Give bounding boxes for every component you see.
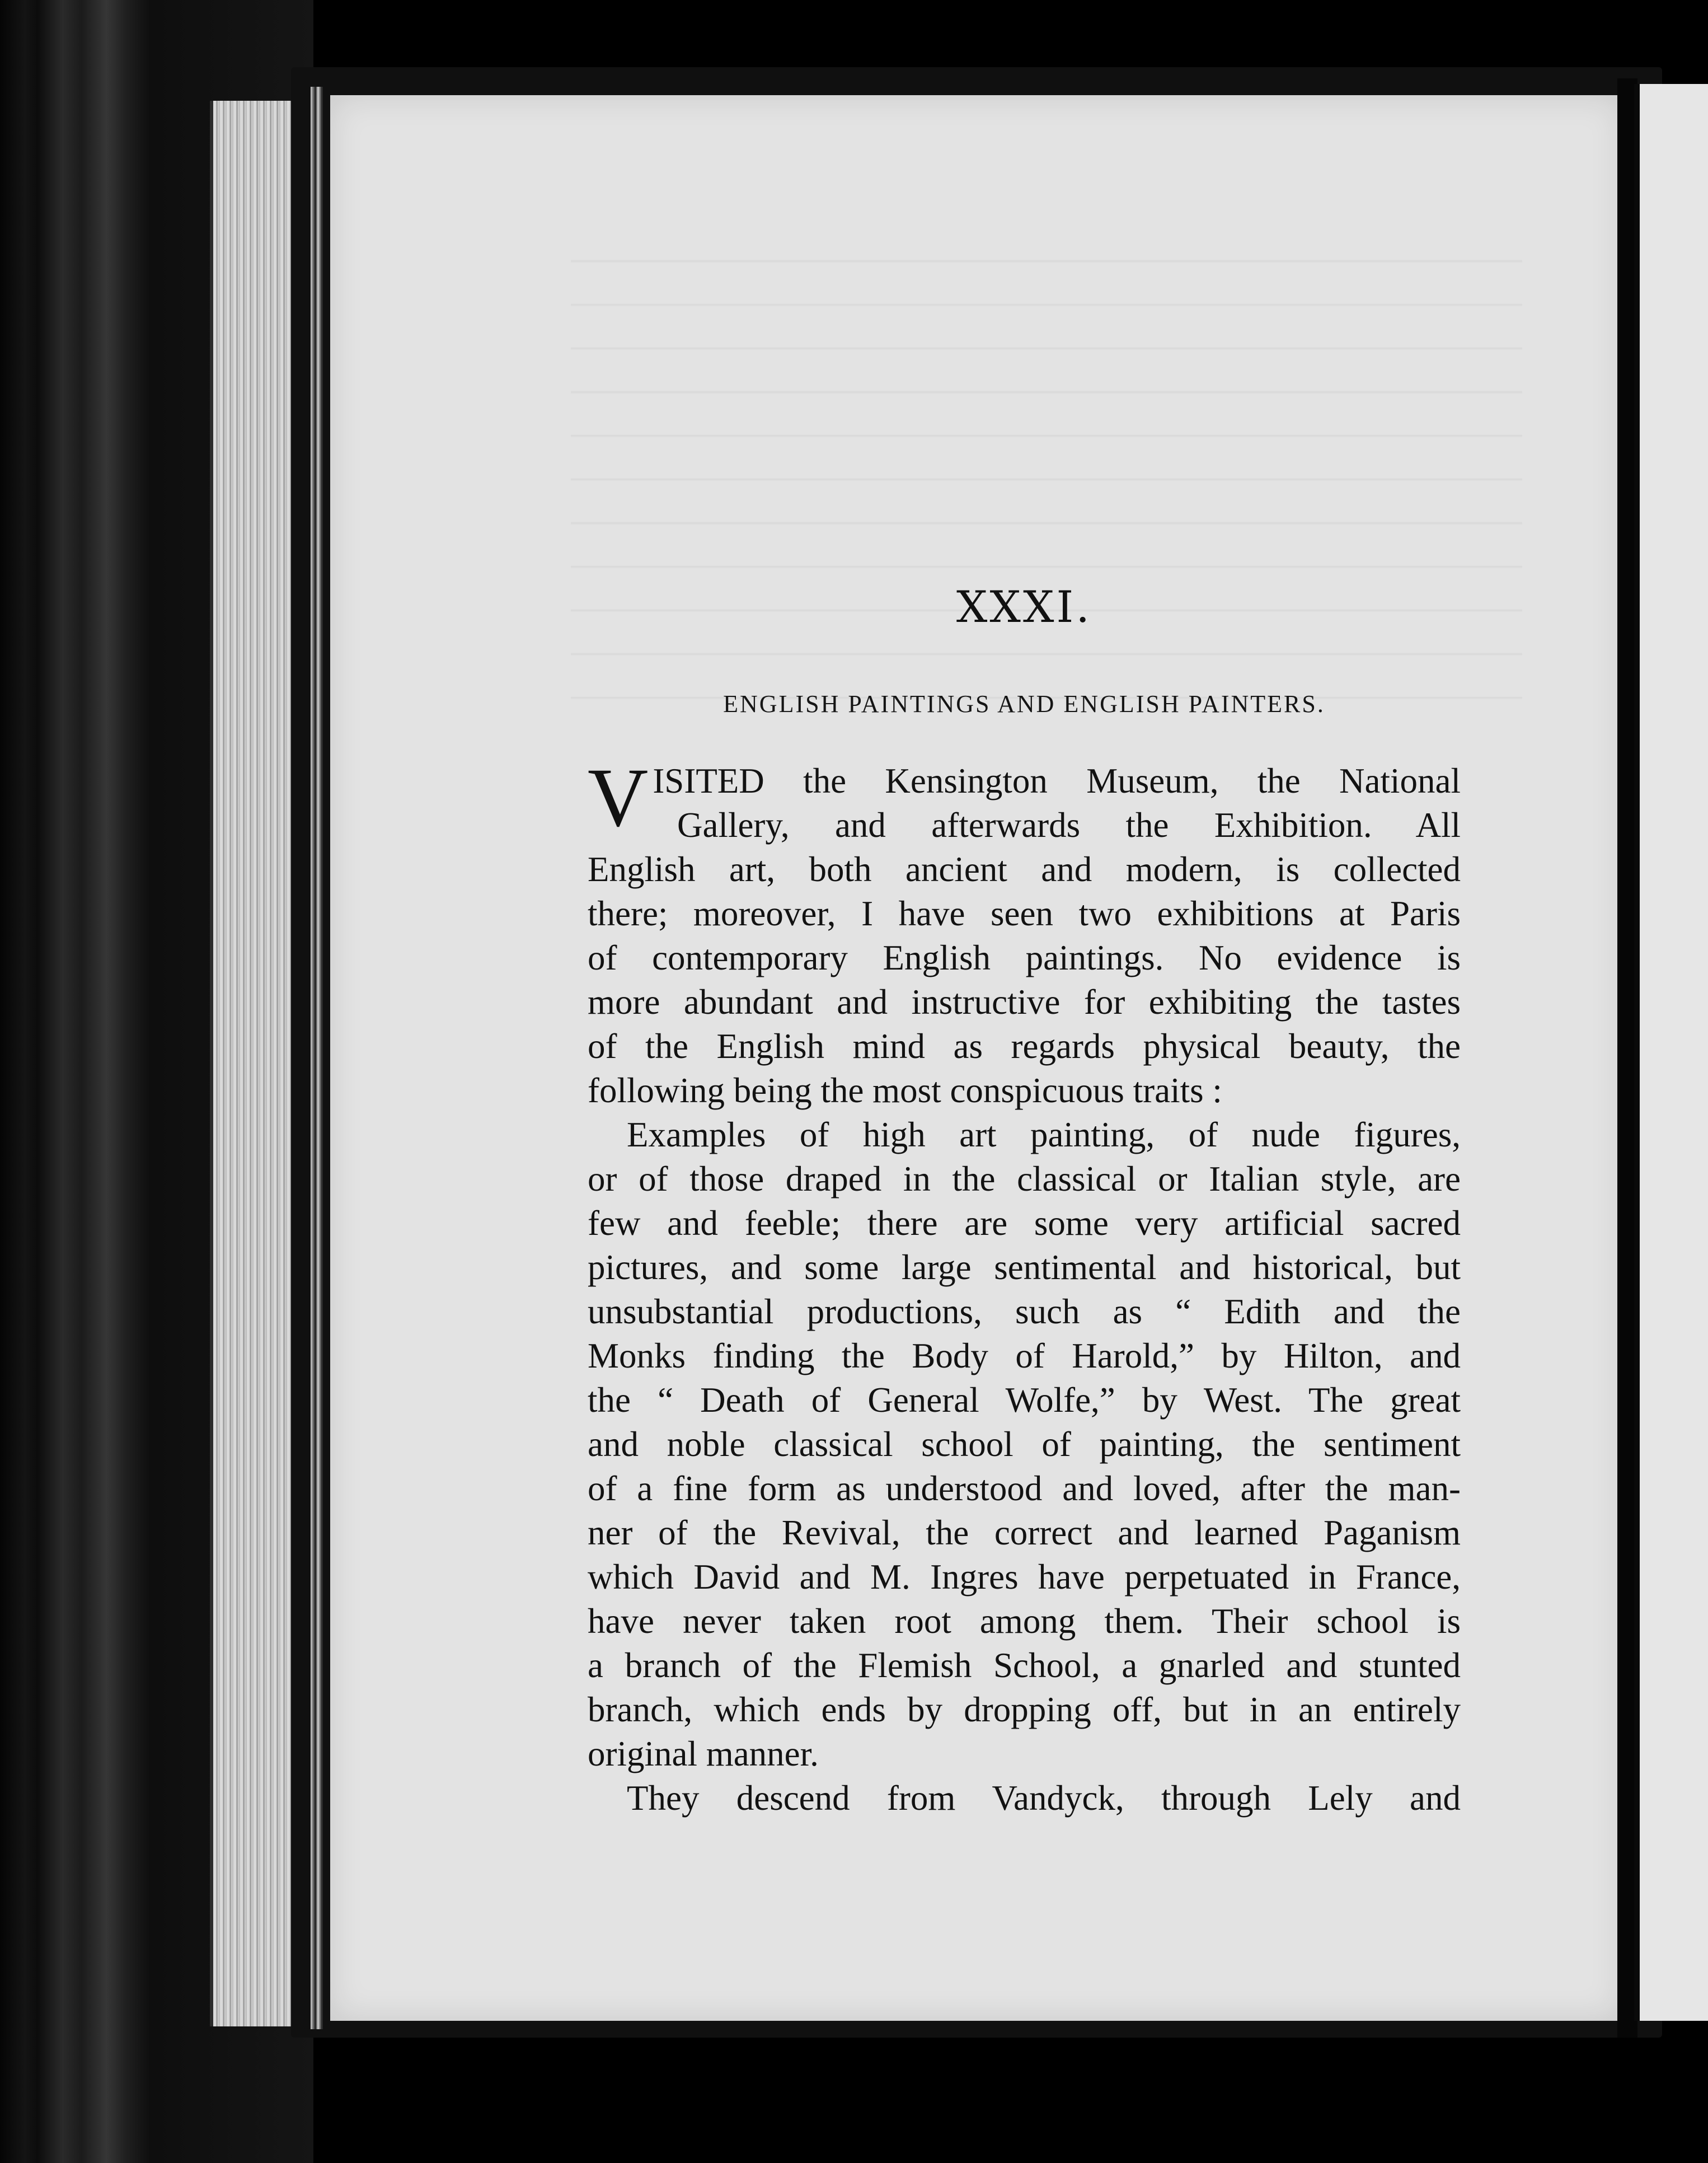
chapter-number: XXXI.	[956, 582, 1092, 633]
text-line: Monks finding the Body of Harold,” by Hilton, and	[588, 1336, 1461, 1375]
text-line: there; moreover, I have seen two exhibitions at Paris	[588, 894, 1461, 933]
text-line: more abundant and instructive for exhibiting the tastes	[588, 982, 1461, 1022]
text-line: ISITED the Kensington Museum, the National	[653, 761, 1461, 800]
show-through-text	[571, 235, 1522, 739]
text-line: Gallery, and afterwards the Exhibition. All	[677, 806, 1461, 845]
text-line: a branch of the Flemish School, a gnarled and stunted	[588, 1646, 1461, 1685]
text-line: few and feeble; there are some very artificial sacred	[588, 1204, 1461, 1243]
chapter-title: ENGLISH PAINTINGS AND ENGLISH PAINTERS.	[723, 690, 1325, 718]
text-line: Examples of high art painting, of nude figures,	[627, 1115, 1461, 1154]
text-line: English art, both ancient and modern, is collected	[588, 850, 1461, 889]
text-line: of the English mind as regards physical beauty, the	[588, 1027, 1461, 1066]
text-line: following being the most conspicuous traits :	[588, 1071, 1222, 1110]
adjacent-page	[1634, 84, 1708, 2021]
body-text	[588, 751, 1461, 1820]
text-line: have never taken root among them. Their school is	[588, 1602, 1461, 1641]
drop-cap: V	[588, 751, 649, 844]
text-line: branch, which ends by dropping off, but in an entirely	[588, 1690, 1461, 1729]
text-line: unsubstantial productions, such as “ Edith and the	[588, 1292, 1461, 1331]
text-line: and noble classical school of painting, the sentiment	[588, 1425, 1461, 1464]
text-line: or of those draped in the classical or Italian style, are	[588, 1159, 1461, 1198]
text-line: pictures, and some large sentimental and historical, but	[588, 1248, 1461, 1287]
text-line: the “ Death of General Wolfe,” by West. The great	[588, 1380, 1461, 1420]
text-line: ner of the Revival, the correct and learned Paganism	[588, 1513, 1461, 1552]
text-line: which David and M. Ingres have perpetuated in France,	[588, 1557, 1461, 1597]
page-left-border	[311, 87, 323, 2029]
text-line: original manner.	[588, 1734, 819, 1773]
text-line: of a fine form as understood and loved, after the man-	[588, 1469, 1461, 1508]
text-line: of contemporary English paintings. No evidence is	[588, 938, 1461, 977]
text-line: They descend from Vandyck, through Lely and	[627, 1778, 1461, 1818]
